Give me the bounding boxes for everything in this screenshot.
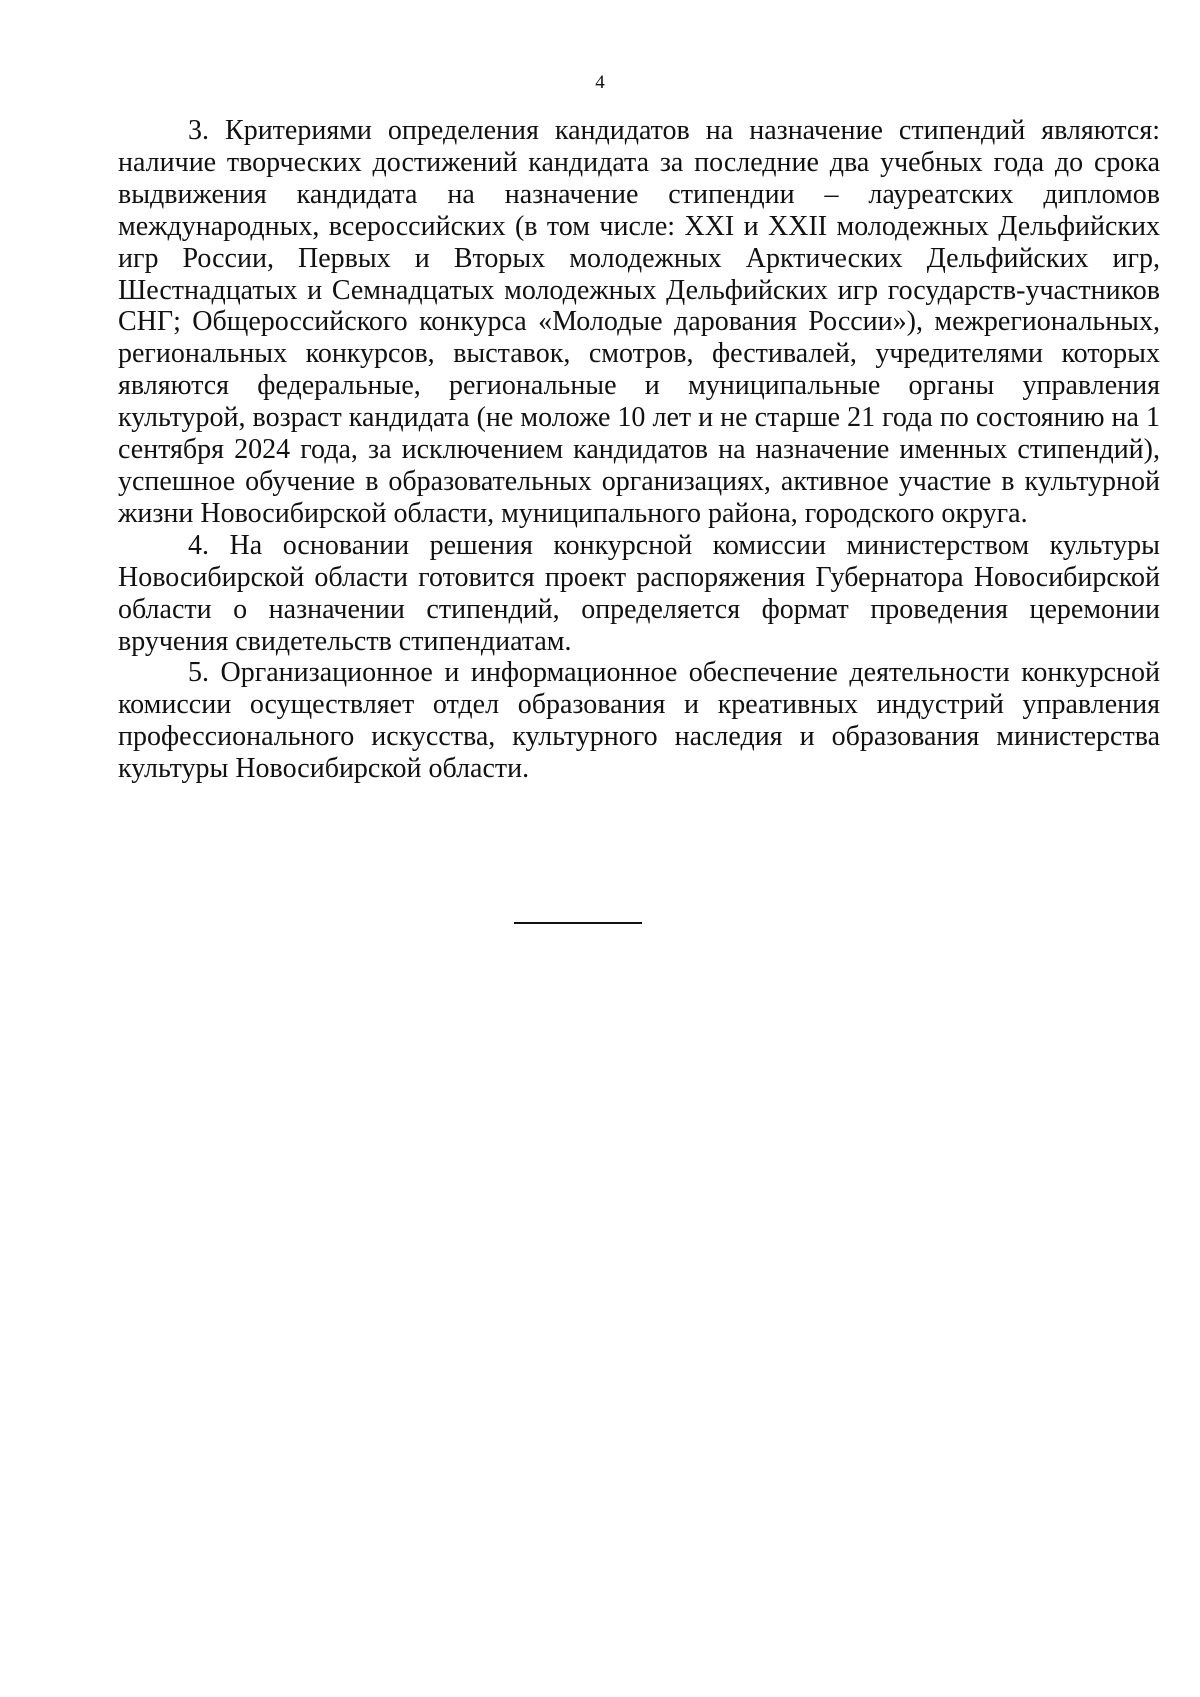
paragraph-commission-decision: 4. На основании решения конкурсной комиссии министерством культуры Новосибирской области готовится проект распоряжения Губернатора Новосибирской области о назначении стипендий, определяется формат проведения церемонии вручения свидетельств стипендиатам. — [118, 529, 1160, 657]
document-body — [118, 115, 1160, 785]
page-number: 4 — [595, 72, 605, 93]
paragraph-organizational-support: 5. Организационное и информационное обеспечение деятельности конкурсной комиссии осуществляет отдел образования и креативных индустрий управления профессионального искусства, культурного наследия и образования министерства культуры Новосибирской области. — [118, 657, 1160, 785]
paragraph-criteria: 3. Критериями определения кандидатов на назначение стипендий являются: наличие творческих достижений кандидата за последние два учебных года до срока выдвижения кандидата на назначение стипендии – лауреатских дипломов международных, всероссийских (в том числе: XXI и XXII молодежных Дельфийских игр России, Первых и Вторых молодежных Арктических Дельфийских игр, Шестнадцатых и Семнадцатых молодежных Дельфийских игр государств-участников СНГ; Общероссийского конкурса «Молодые дарования России»), межрегиональных, региональных конкурсов, выставок, смотров, фестивалей, учредителями которых являются федеральные, региональные и муниципальные органы управления культурой, возраст кандидата (не моложе 10 лет и не старше 21 года по состоянию на 1 сентября 2024 года, за исключением кандидатов на назначение именных стипендий), успешное обучение в образовательных организациях, активное участие в культурной жизни Новосибирской области, муниципального района, городского округа. — [118, 115, 1161, 529]
end-of-text-divider — [514, 922, 642, 924]
